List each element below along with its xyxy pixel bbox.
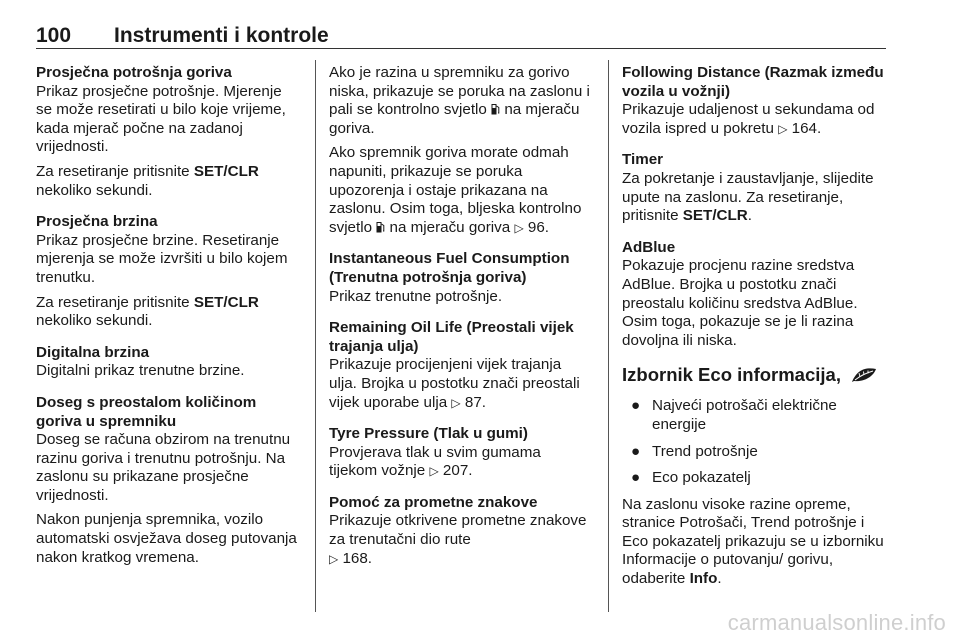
section-title: Pomoć za prometne znakove xyxy=(329,493,538,511)
paragraph: Provjerava tlak u svim gumama tijekom vožnje ▷ 207. xyxy=(329,443,541,480)
section-range xyxy=(36,394,300,567)
section-timer xyxy=(622,151,886,225)
list-item: ● Trend potrošnje xyxy=(631,442,758,460)
list-item: ● Eco pokazatelj xyxy=(631,469,751,487)
bullet: ● xyxy=(631,469,641,487)
set-clr-label: SET/CLR xyxy=(193,293,259,311)
section-adblue xyxy=(622,239,886,351)
paragraph: Ako je razina u spremniku za gorivo niska, prikazuje se poruka na zaslonu i pali se kontrolno svjetlo na mjeraču goriva. xyxy=(329,64,590,137)
page-reference-arrow-icon: ▷ xyxy=(329,551,339,566)
list-item: ● Najveći potrošači električne energije xyxy=(631,397,837,433)
paragraph: Digitalni prikaz trenutne brzine. xyxy=(36,362,245,380)
eco-leaf-icon xyxy=(851,367,877,383)
section-tyre-pressure xyxy=(329,425,593,481)
paragraph: Prikazuje udaljenost u sekundama od vozila ispred u pokretu ▷ 164. xyxy=(622,101,875,137)
page-reference[interactable]: 87. xyxy=(464,393,487,411)
section-title: Digitalna brzina xyxy=(36,343,150,361)
bullet: ● xyxy=(631,442,641,460)
section-avg-speed xyxy=(36,213,300,331)
paragraph: Prikaz prosječne brzine. Resetiranje mjerenja se može izvršiti u bilo kojem trenutku. xyxy=(36,231,288,286)
paragraph: Prikazuje procijenjeni vijek trajanja ulja. Brojka u postotku znači preostali vijek uporabe ulja ▷ 87. xyxy=(329,356,580,411)
set-clr-label: SET/CLR xyxy=(682,207,748,225)
section-title: AdBlue xyxy=(622,238,676,256)
page-reference[interactable]: 164. xyxy=(791,119,822,137)
paragraph: Ako spremnik goriva morate odmah napuniti, prikazuje se poruka upozorenja i ostaje prikazana na zaslonu. Osim toga, bljeska kontrolno svjetlo na mjeraču goriva ▷ 96. xyxy=(329,144,582,236)
page-reference[interactable]: 96. xyxy=(527,218,550,236)
paragraph: Za resetiranje pritisnite SET/CLR nekoliko sekundi. xyxy=(36,162,259,199)
page-number: 100 xyxy=(36,24,72,47)
column-divider xyxy=(608,60,609,612)
section-eco-info xyxy=(622,363,886,588)
paragraph: Nakon punjenja spremnika, vozilo automatski osvježava doseg putovanja nakon kratkog vremena. xyxy=(36,511,297,566)
section-traffic-signs xyxy=(329,494,593,568)
section-title: Remaining Oil Life (Preostali vijek trajanja ulja) xyxy=(329,319,574,355)
section-title: Prosječna brzina xyxy=(36,213,158,231)
paragraph: Prikaz prosječne potrošnje. Mjerenje se može resetirati u bilo koje vrijeme, kada mjerač počne na zadanoj vrijednosti. xyxy=(36,82,286,156)
column-3 xyxy=(622,64,886,595)
fuel-pump-icon xyxy=(376,221,385,233)
paragraph: Prikaz trenutne potrošnje. xyxy=(329,287,503,305)
section-following-distance xyxy=(622,64,886,138)
section-digital-speed xyxy=(36,344,300,381)
page-reference[interactable]: 168. xyxy=(342,549,373,567)
section-title: Timer xyxy=(622,151,664,169)
section-low-fuel xyxy=(329,64,593,237)
page-header xyxy=(36,22,886,49)
section-instant-fuel xyxy=(329,250,593,306)
chapter-title: Instrumenti i kontrole xyxy=(114,24,329,47)
set-clr-label: SET/CLR xyxy=(193,162,259,180)
info-label: Info xyxy=(689,570,718,588)
page-reference-arrow-icon: ▷ xyxy=(514,220,524,235)
section-title: Tyre Pressure (Tlak u gumi) xyxy=(329,425,528,443)
column-1 xyxy=(36,64,300,580)
section-title: Instantaneous Fuel Consumption (Trenutna potrošnja goriva) xyxy=(329,250,570,286)
paragraph: Prikazuje otkrivene prometne znakove za trenutačni dio rute ▷ 168. xyxy=(329,512,587,567)
paragraph: Na zaslonu visoke razine opreme, stranice Potrošači, Trend potrošnje i Eco pokazatelj prikazuju se u izborniku Informacije o putovanju/ gorivu, odaberite Info. xyxy=(622,495,884,588)
page-reference[interactable]: 207. xyxy=(442,462,473,480)
column-2 xyxy=(329,64,593,581)
watermark: carmanualsonline.info xyxy=(727,610,946,635)
paragraph: Pokazuje procjenu razine sredstva AdBlue. Brojka u postotku znači preostalu količinu sredstva AdBlue. Osim toga, pokazuje se je li razina dovoljna ili niska. xyxy=(622,257,858,349)
section-title: Prosječna potrošnja goriva xyxy=(36,64,232,81)
section-avg-fuel xyxy=(36,64,300,200)
paragraph: Za resetiranje pritisnite SET/CLR nekoliko sekundi. xyxy=(36,293,259,330)
paragraph: Doseg se računa obzirom na trenutnu razinu goriva i trenutnu potrošnju. Na zaslonu su prikazane prosječne vrijednosti. xyxy=(36,431,291,504)
paragraph: Za pokretanje i zaustavljanje, slijedite upute na zaslonu. Za resetiranje, pritisnite SET/CLR. xyxy=(622,169,874,225)
page-reference-arrow-icon: ▷ xyxy=(451,395,461,410)
section-heading: Izbornik Eco informacija, xyxy=(622,363,886,387)
section-title: Following Distance (Razmak između vozila u vožnji) xyxy=(622,64,884,100)
eco-list xyxy=(622,397,886,487)
fuel-pump-icon xyxy=(491,103,500,115)
bullet: ● xyxy=(631,397,641,415)
page-reference-arrow-icon: ▷ xyxy=(429,464,439,479)
page-reference-arrow-icon: ▷ xyxy=(778,121,788,136)
section-oil-life xyxy=(329,319,593,412)
column-divider xyxy=(315,60,316,612)
section-title: Doseg s preostalom količinom goriva u spremniku xyxy=(36,393,257,430)
